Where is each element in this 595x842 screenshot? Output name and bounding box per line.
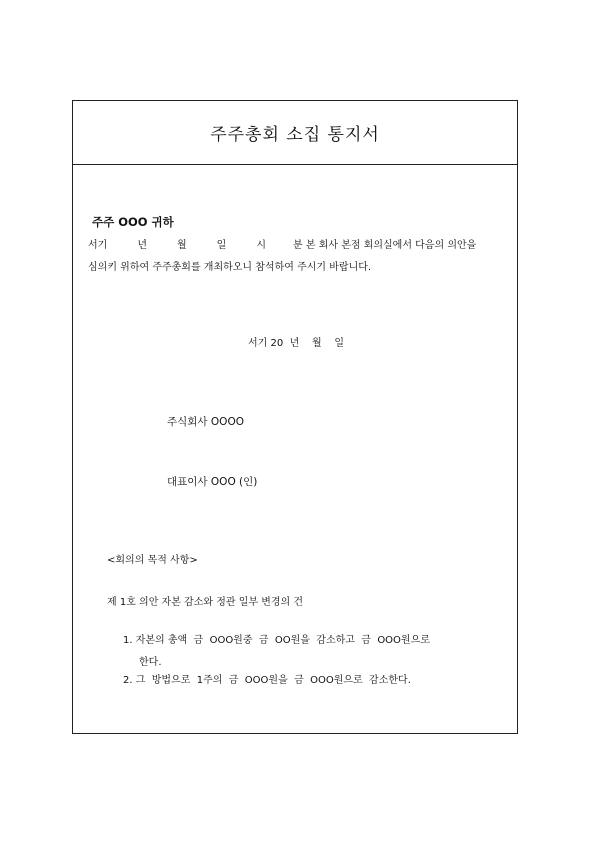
body-line-1-part: 서기 (88, 240, 108, 251)
document-title: 주주총회 소집 통지서 (210, 125, 380, 145)
body-line-1-part: 월 (177, 240, 187, 251)
body-line-1 (88, 236, 476, 251)
body-line-1-part: 일 (216, 240, 227, 251)
date-line: 서기 20 년 월 일 (248, 338, 344, 349)
title-band (73, 101, 517, 165)
list-item-1-continuation: 한다. (139, 657, 162, 668)
body-line-2: 심의키 위하여 주주총회를 개최하오니 참석하여 주시기 바랍니다. (88, 262, 372, 273)
body-line-1-part: 년 (137, 240, 147, 251)
ceo-signature: 대표이사 OOO (인) (167, 476, 258, 488)
body-line-1-part: 분 본 회사 본점 회의실에서 다음의 의안을 (293, 240, 477, 251)
list-item-1: 1. 자본의 총액 금 OOO원중 금 OO원을 감소하고 금 OOO원으로 (123, 635, 430, 646)
body-line-1-part: 시 (256, 240, 267, 251)
agenda-heading: <회의의 목적 사항> (107, 555, 198, 566)
agenda-item: 제 1호 의안 자본 감소와 정관 일부 변경의 건 (107, 597, 304, 608)
list-item-2: 2. 그 방법으로 1주의 금 OOO원을 금 OOO원으로 감소한다. (123, 675, 411, 686)
notice-frame (72, 100, 518, 734)
addressee: 주주 OOO 귀하 (92, 215, 174, 229)
company-name: 주식회사 OOOO (167, 416, 244, 428)
